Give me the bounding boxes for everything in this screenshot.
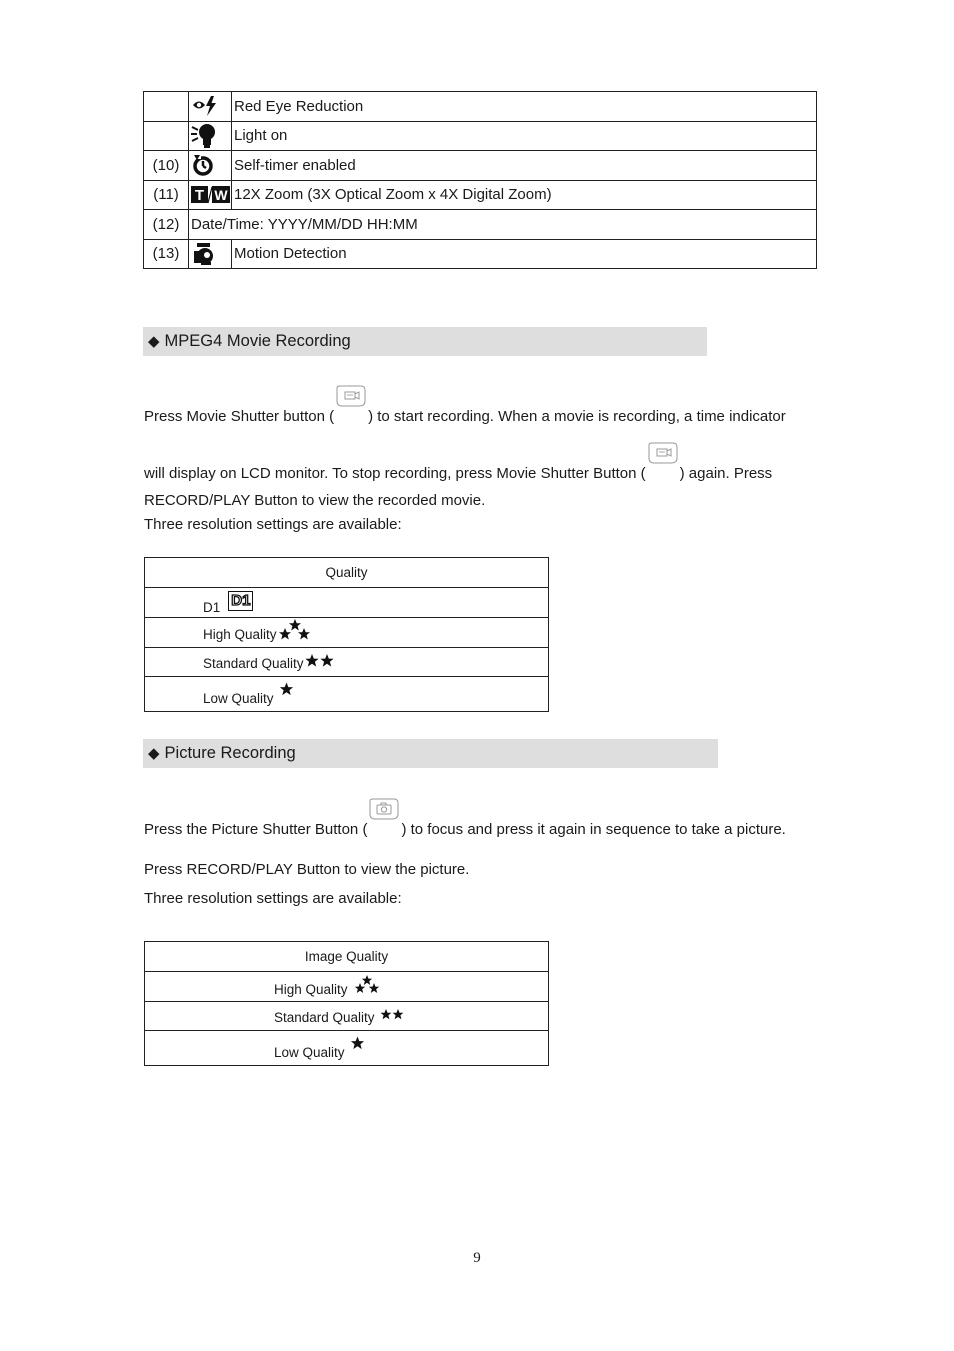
row-number: (12) — [144, 210, 189, 240]
picture-paragraph-line: Three resolution settings are available: — [144, 890, 402, 907]
one-star-icon — [350, 1036, 365, 1065]
two-stars-icon — [380, 1008, 404, 1030]
movie-shutter-button-icon — [334, 385, 368, 411]
picture-paragraph-line: Press RECORD/PLAY Button to view the picture. — [144, 861, 470, 878]
light-bulb-icon — [189, 121, 232, 151]
d1-badge-icon: D1 — [228, 591, 253, 611]
table-row — [144, 239, 817, 269]
quality-label: Low Quality — [203, 691, 274, 706]
table-row — [145, 618, 549, 648]
diamond-bullet-icon: ◆ — [148, 333, 160, 350]
row-description: Self-timer enabled — [232, 151, 817, 181]
quality-label: D1 — [203, 600, 221, 615]
table-row — [145, 942, 549, 972]
quality-label: Low Quality — [274, 1045, 345, 1060]
section-title: MPEG4 Movie Recording — [164, 332, 351, 350]
table-row — [145, 1031, 549, 1066]
row-number: (10) — [144, 151, 189, 181]
picture-shutter-button-icon — [367, 798, 401, 824]
quality-label: High Quality — [203, 627, 277, 642]
picture-paragraph-line: Press the Picture Shutter Button ( ) to focus and press it again in sequence to take a picture. — [144, 810, 786, 839]
svg-text:W: W — [214, 186, 228, 203]
quality-label: High Quality — [274, 982, 348, 997]
table-row — [144, 180, 817, 210]
row-number — [144, 92, 189, 122]
table-row — [145, 1002, 549, 1031]
movie-shutter-button-icon — [646, 442, 680, 468]
table-row — [145, 558, 549, 588]
section-header-movie — [143, 327, 707, 356]
page-number: 9 — [473, 1250, 481, 1266]
table-row — [144, 210, 817, 240]
movie-quality-table — [144, 557, 549, 712]
movie-paragraph-line: Press Movie Shutter button ( ) to start recording. When a movie is recording, a time indicator — [144, 397, 786, 426]
movie-paragraph-line: RECORD/PLAY Button to view the recorded movie. — [144, 492, 486, 509]
picture-quality-table — [144, 941, 549, 1066]
table-row — [144, 121, 817, 151]
movie-paragraph-line: Three resolution settings are available: — [144, 516, 402, 533]
two-stars-icon — [305, 653, 335, 676]
three-stars-icon — [354, 975, 380, 1001]
table-row — [145, 677, 549, 712]
indicator-table — [143, 91, 817, 269]
table-header: Quality — [145, 558, 549, 588]
tele-wide-zoom-icon — [189, 180, 232, 210]
self-timer-icon — [189, 151, 232, 181]
table-row — [145, 972, 549, 1002]
svg-text:T: T — [194, 186, 205, 204]
row-number — [144, 121, 189, 151]
row-description: Motion Detection — [232, 239, 817, 269]
row-description: Light on — [232, 121, 817, 151]
table-row — [145, 648, 549, 677]
row-description: 12X Zoom (3X Optical Zoom x 4X Digital Zoom) — [232, 180, 817, 210]
movie-paragraph-line: will display on LCD monitor. To stop recording, press Movie Shutter Button ( ) again. Press — [144, 454, 772, 483]
table-row — [145, 588, 549, 618]
quality-label: Standard Quality — [274, 1010, 375, 1025]
row-number: (11) — [144, 180, 189, 210]
table-header: Image Quality — [145, 942, 549, 972]
section-title: Picture Recording — [164, 744, 296, 762]
row-description: Date/Time: YYYY/MM/DD HH:MM — [189, 210, 817, 240]
quality-label: Standard Quality — [203, 656, 304, 671]
motion-detection-icon — [189, 239, 232, 269]
red-eye-flash-icon — [189, 92, 232, 122]
section-header-picture — [143, 739, 718, 768]
one-star-icon — [279, 682, 294, 711]
diamond-bullet-icon: ◆ — [148, 745, 160, 762]
three-stars-icon — [278, 619, 312, 647]
row-description: Red Eye Reduction — [232, 92, 817, 122]
row-number: (13) — [144, 239, 189, 269]
table-row — [144, 92, 817, 122]
table-row — [144, 151, 817, 181]
